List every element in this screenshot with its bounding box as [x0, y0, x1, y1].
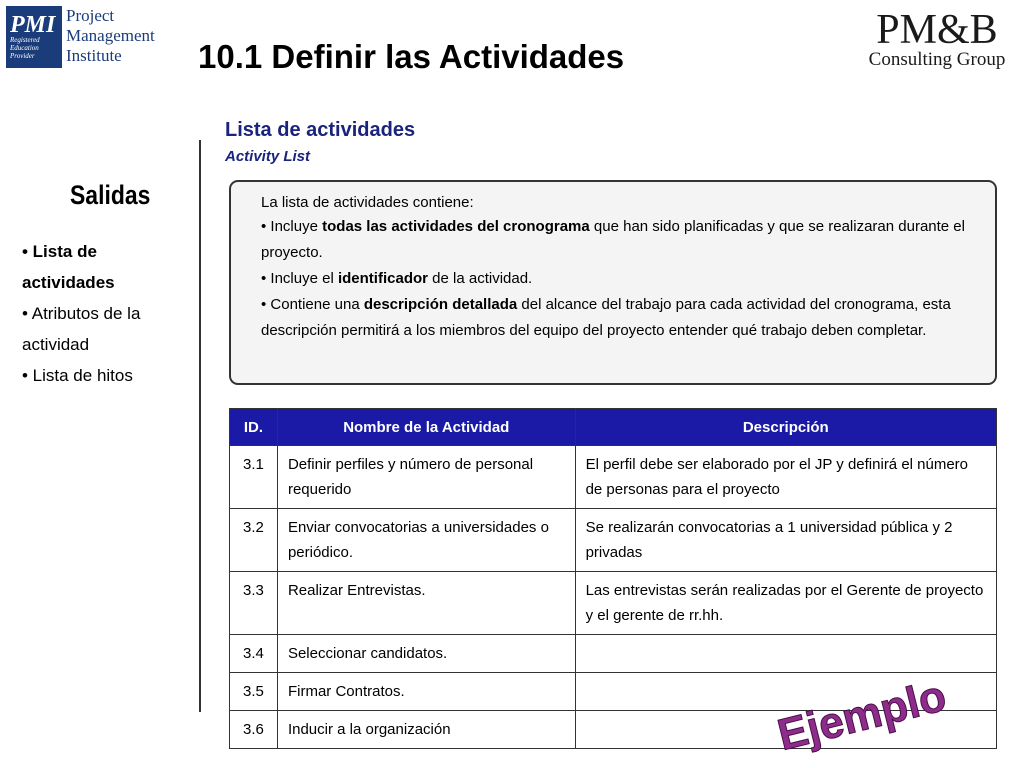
cell-name: Inducir a la organización — [277, 711, 575, 749]
info-bullet: • Incluye todas las actividades del cronograma que han sido planificadas y que se realizaran durante el proyecto. — [261, 218, 965, 261]
column-header-name: Nombre de la Actividad — [277, 409, 575, 446]
table-row — [230, 446, 997, 509]
outputs-list — [22, 236, 192, 391]
cell-name: Definir perfiles y número de personal requerido — [277, 446, 575, 509]
cell-id: 3.3 — [230, 572, 278, 635]
info-box — [229, 180, 997, 385]
pmi-registered-line: Provider — [10, 52, 35, 60]
info-intro: La lista de actividades contiene: — [261, 194, 474, 211]
pmi-logo — [4, 4, 155, 68]
info-bullet: • Incluye el identificador de la actividad. — [261, 270, 533, 287]
example-stamp-text: Ejemplo — [772, 671, 951, 761]
pmi-name-line: Management — [66, 26, 155, 45]
output-item-activity-attributes: • Atributos de la actividad — [22, 304, 141, 354]
table-header-row — [230, 409, 997, 446]
pmi-name-line: Project — [66, 6, 115, 25]
pmi-mark-icon — [6, 6, 62, 68]
section-subtitle: Activity List — [225, 148, 311, 165]
cell-name: Seleccionar candidatos. — [277, 635, 575, 673]
cell-description: El perfil debe ser elaborado por el JP y definirá el número de personas para el proyecto — [575, 446, 996, 509]
cell-description: Se realizarán convocatorias a 1 universidad pública y 2 privadas — [575, 509, 996, 572]
column-header-description: Descripción — [575, 409, 996, 446]
pmi-name-line: Institute — [66, 46, 122, 65]
pmi-registered-line: Education — [10, 44, 39, 52]
outputs-heading: Salidas — [70, 180, 151, 210]
cell-id: 3.1 — [230, 446, 278, 509]
cell-id: 3.4 — [230, 635, 278, 673]
vertical-divider — [199, 140, 201, 712]
table-row — [230, 509, 997, 572]
cell-id: 3.6 — [230, 711, 278, 749]
info-bullet: • Contiene una descripción detallada del alcance del trabajo para cada actividad del cronograma, esta descripción permitirá a los miembros del equipo del proyecto entender qué trabajo deben completar. — [261, 296, 951, 339]
cell-name: Firmar Contratos. — [277, 673, 575, 711]
output-item-milestone-list: • Lista de hitos — [22, 366, 133, 385]
cell-description: Las entrevistas serán realizadas por el Gerente de proyecto y el gerente de rr.hh. — [575, 572, 996, 635]
pmi-registered-line: Registered — [10, 36, 40, 44]
output-item-activity-list: • Lista de actividades — [22, 242, 115, 292]
example-stamp — [760, 648, 951, 761]
pmb-logo-subtitle: Consulting Group — [868, 49, 1006, 70]
column-header-id: ID. — [230, 409, 278, 446]
pmb-logo — [862, 8, 1012, 72]
cell-id: 3.5 — [230, 673, 278, 711]
cell-id: 3.2 — [230, 509, 278, 572]
section-title: Lista de actividades — [225, 119, 416, 141]
table-row — [230, 572, 997, 635]
cell-name: Realizar Entrevistas. — [277, 572, 575, 635]
pmi-name — [66, 6, 155, 66]
pmb-logo-title: PM&B — [876, 7, 998, 53]
cell-name: Enviar convocatorias a universidades o periódico. — [277, 509, 575, 572]
svg-text:PMI: PMI — [10, 12, 56, 38]
page-title: 10.1 Definir las Actividades — [198, 38, 625, 75]
